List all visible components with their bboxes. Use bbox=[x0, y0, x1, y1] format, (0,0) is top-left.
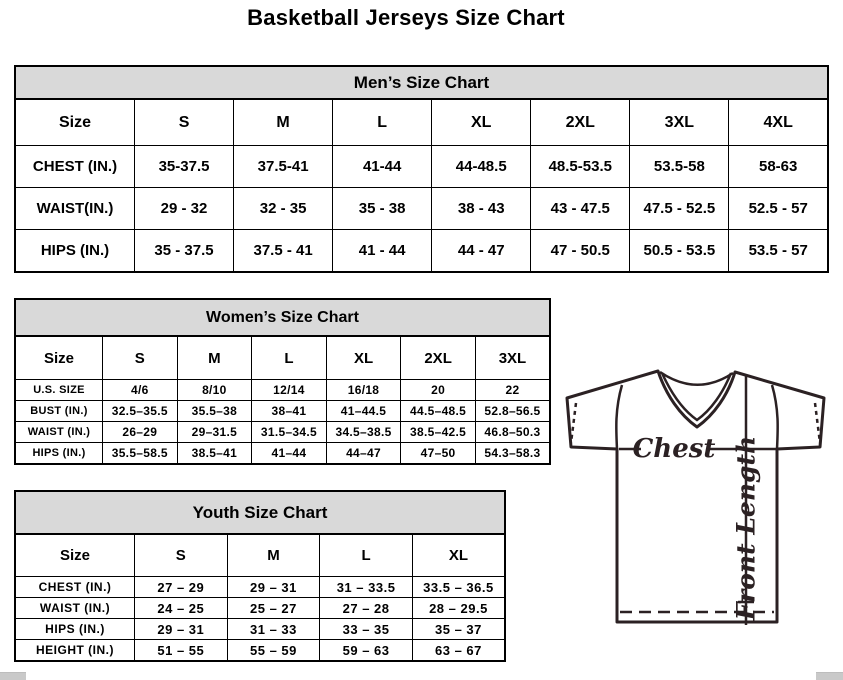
row-label: WAIST (IN.) bbox=[15, 598, 135, 619]
size-value-cell: 63 – 67 bbox=[412, 640, 505, 662]
size-value-cell: 38–41 bbox=[252, 401, 327, 422]
jersey-measurement-diagram bbox=[556, 361, 843, 627]
size-value-cell: 50.5 - 53.5 bbox=[630, 230, 729, 273]
size-value-cell: 4/6 bbox=[103, 380, 178, 401]
column-header: L bbox=[252, 336, 327, 380]
column-header: XL bbox=[412, 534, 505, 577]
column-header: S bbox=[103, 336, 178, 380]
size-value-cell: 22 bbox=[475, 380, 550, 401]
size-value-cell: 12/14 bbox=[252, 380, 327, 401]
size-value-cell: 47–50 bbox=[401, 443, 476, 465]
row-label: HIPS (IN.) bbox=[15, 443, 103, 465]
column-header: Size bbox=[15, 99, 135, 146]
size-value-cell: 16/18 bbox=[326, 380, 401, 401]
size-value-cell: 51 – 55 bbox=[135, 640, 228, 662]
size-value-cell: 35-37.5 bbox=[135, 146, 234, 188]
youth-size-chart-title: Youth Size Chart bbox=[14, 490, 506, 535]
size-value-cell: 27 – 28 bbox=[320, 598, 413, 619]
row-label: U.S. SIZE bbox=[15, 380, 103, 401]
column-header: 2XL bbox=[401, 336, 476, 380]
size-value-cell: 59 – 63 bbox=[320, 640, 413, 662]
size-value-cell: 47 - 50.5 bbox=[531, 230, 630, 273]
size-value-cell: 41–44.5 bbox=[326, 401, 401, 422]
mens-size-chart-title: Men’s Size Chart bbox=[14, 65, 829, 100]
page-title: Basketball Jerseys Size Chart bbox=[247, 5, 565, 30]
column-header: L bbox=[320, 534, 413, 577]
row-label: WAIST(IN.) bbox=[15, 188, 135, 230]
size-value-cell: 41-44 bbox=[333, 146, 432, 188]
row-label: WAIST (IN.) bbox=[15, 422, 103, 443]
size-value-cell: 8/10 bbox=[177, 380, 252, 401]
size-value-cell: 35.5–38 bbox=[177, 401, 252, 422]
column-header: 4XL bbox=[729, 99, 828, 146]
size-value-cell: 53.5-58 bbox=[630, 146, 729, 188]
header-row bbox=[15, 534, 505, 577]
size-value-cell: 58-63 bbox=[729, 146, 828, 188]
size-value-cell: 44-48.5 bbox=[432, 146, 531, 188]
womens-size-chart bbox=[14, 298, 551, 465]
size-value-cell: 31.5–34.5 bbox=[252, 422, 327, 443]
size-value-cell: 46.8–50.3 bbox=[475, 422, 550, 443]
sleeve-seam-left bbox=[616, 385, 622, 449]
size-value-cell: 44–47 bbox=[326, 443, 401, 465]
table-row bbox=[15, 146, 828, 188]
size-value-cell: 29 - 32 bbox=[135, 188, 234, 230]
chest-label: Chest bbox=[632, 434, 716, 464]
size-value-cell: 53.5 - 57 bbox=[729, 230, 828, 273]
size-value-cell: 35 – 37 bbox=[412, 619, 505, 640]
column-header: S bbox=[135, 99, 234, 146]
size-value-cell: 31 – 33 bbox=[227, 619, 320, 640]
row-label: HIPS (IN.) bbox=[15, 230, 135, 273]
size-value-cell: 41–44 bbox=[252, 443, 327, 465]
column-header: 2XL bbox=[531, 99, 630, 146]
size-value-cell: 29 – 31 bbox=[227, 577, 320, 598]
size-value-cell: 55 – 59 bbox=[227, 640, 320, 662]
column-header: Size bbox=[15, 336, 103, 380]
row-label: CHEST (IN.) bbox=[15, 577, 135, 598]
header-row bbox=[15, 336, 550, 380]
collar-lines bbox=[660, 372, 733, 420]
size-value-cell: 41 - 44 bbox=[333, 230, 432, 273]
column-header: XL bbox=[326, 336, 401, 380]
row-label: BUST (IN.) bbox=[15, 401, 103, 422]
column-header: XL bbox=[432, 99, 531, 146]
size-value-cell: 38.5–41 bbox=[177, 443, 252, 465]
front-length-label: Front Length bbox=[731, 435, 761, 621]
size-value-cell: 47.5 - 52.5 bbox=[630, 188, 729, 230]
size-value-cell: 32 - 35 bbox=[234, 188, 333, 230]
column-header: S bbox=[135, 534, 228, 577]
mens-size-table bbox=[14, 98, 829, 273]
size-value-cell: 44 - 47 bbox=[432, 230, 531, 273]
size-value-cell: 37.5 - 41 bbox=[234, 230, 333, 273]
size-value-cell: 24 – 25 bbox=[135, 598, 228, 619]
size-value-cell: 54.3–58.3 bbox=[475, 443, 550, 465]
size-value-cell: 52.5 - 57 bbox=[729, 188, 828, 230]
table-row bbox=[15, 422, 550, 443]
size-value-cell: 37.5-41 bbox=[234, 146, 333, 188]
size-value-cell: 20 bbox=[401, 380, 476, 401]
size-value-cell: 33 – 35 bbox=[320, 619, 413, 640]
table-row bbox=[15, 401, 550, 422]
column-header: 3XL bbox=[475, 336, 550, 380]
size-value-cell: 31 – 33.5 bbox=[320, 577, 413, 598]
column-header: M bbox=[234, 99, 333, 146]
size-value-cell: 32.5–35.5 bbox=[103, 401, 178, 422]
size-value-cell: 38.5–42.5 bbox=[401, 422, 476, 443]
size-value-cell: 43 - 47.5 bbox=[531, 188, 630, 230]
mens-size-chart bbox=[14, 65, 829, 273]
row-label: CHEST (IN.) bbox=[15, 146, 135, 188]
table-row bbox=[15, 443, 550, 465]
size-value-cell: 27 – 29 bbox=[135, 577, 228, 598]
row-label: HIPS (IN.) bbox=[15, 619, 135, 640]
cuff-stitch-right bbox=[815, 403, 820, 443]
header-row bbox=[15, 99, 828, 146]
womens-size-chart-title: Women’s Size Chart bbox=[14, 298, 551, 337]
womens-size-table bbox=[14, 335, 551, 465]
size-value-cell: 35 - 38 bbox=[333, 188, 432, 230]
size-value-cell: 29–31.5 bbox=[177, 422, 252, 443]
cuff-stitch-left bbox=[571, 403, 576, 443]
size-value-cell: 33.5 – 36.5 bbox=[412, 577, 505, 598]
column-header: Size bbox=[15, 534, 135, 577]
size-value-cell: 35.5–58.5 bbox=[103, 443, 178, 465]
row-label: HEIGHT (IN.) bbox=[15, 640, 135, 662]
column-header: L bbox=[333, 99, 432, 146]
sleeve-seam-right bbox=[772, 385, 778, 449]
column-header: 3XL bbox=[630, 99, 729, 146]
size-value-cell: 29 – 31 bbox=[135, 619, 228, 640]
size-value-cell: 25 – 27 bbox=[227, 598, 320, 619]
size-value-cell: 44.5–48.5 bbox=[401, 401, 476, 422]
size-value-cell: 48.5-53.5 bbox=[531, 146, 630, 188]
size-value-cell: 26–29 bbox=[103, 422, 178, 443]
table-row bbox=[15, 380, 550, 401]
table-row bbox=[15, 640, 505, 662]
column-header: M bbox=[227, 534, 320, 577]
table-row bbox=[15, 577, 505, 598]
size-value-cell: 35 - 37.5 bbox=[135, 230, 234, 273]
table-row bbox=[15, 619, 505, 640]
youth-size-table bbox=[14, 533, 506, 662]
youth-size-chart bbox=[14, 490, 506, 662]
jersey-outline bbox=[567, 371, 824, 622]
table-row bbox=[15, 598, 505, 619]
size-value-cell: 34.5–38.5 bbox=[326, 422, 401, 443]
size-value-cell: 52.8–56.5 bbox=[475, 401, 550, 422]
table-row bbox=[15, 230, 828, 273]
column-header: M bbox=[177, 336, 252, 380]
size-value-cell: 28 – 29.5 bbox=[412, 598, 505, 619]
table-row bbox=[15, 188, 828, 230]
size-value-cell: 38 - 43 bbox=[432, 188, 531, 230]
